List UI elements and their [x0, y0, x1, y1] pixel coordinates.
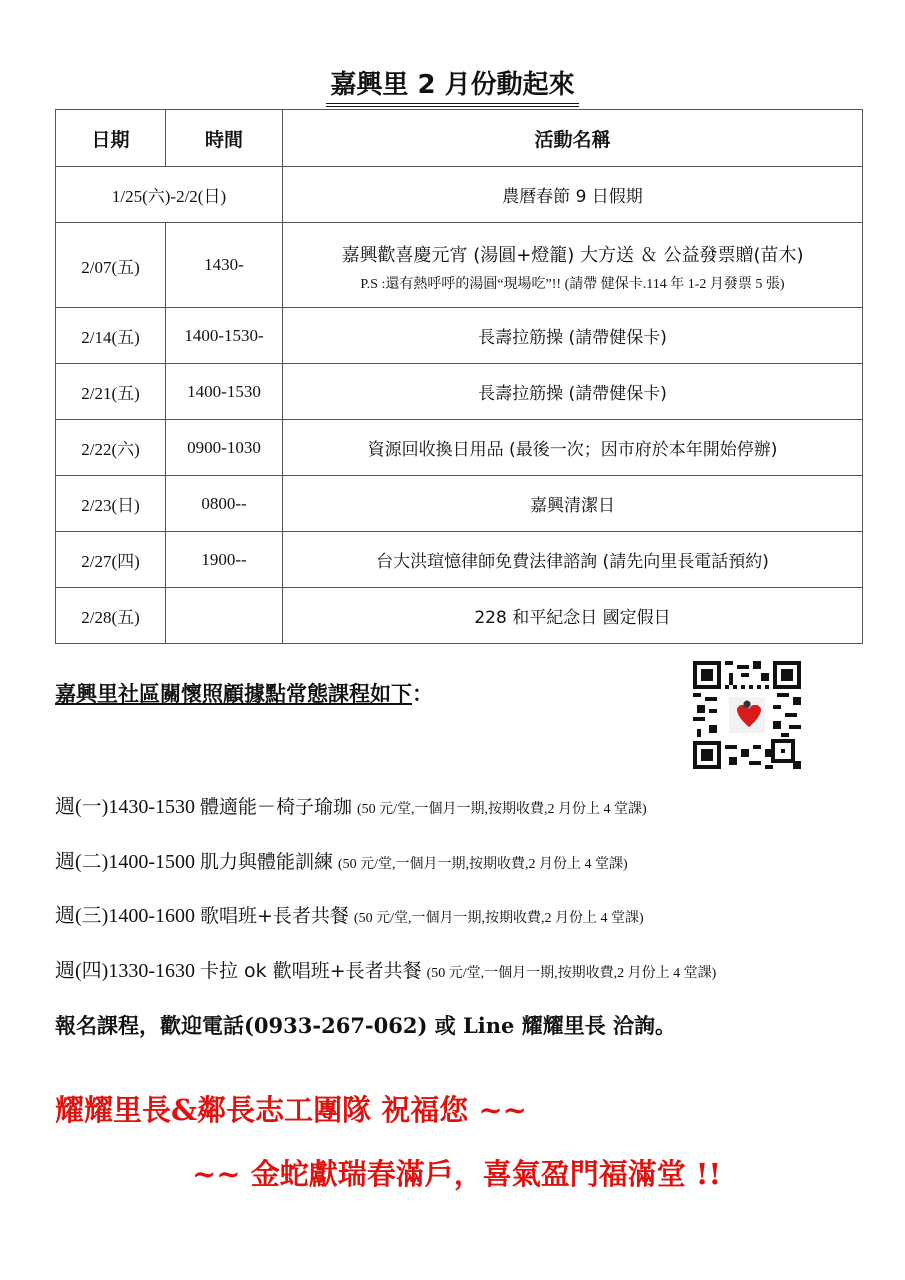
- row-time: 0800--: [166, 476, 283, 532]
- row-activity: 嘉興清潔日: [283, 476, 863, 532]
- header-date: 日期: [56, 110, 166, 167]
- course-note: (50 元/堂,一個月一期,按期收費,2 月份上 4 堂課): [353, 911, 644, 926]
- table-row: [56, 476, 863, 532]
- schedule-table: [55, 109, 863, 644]
- course-item: [55, 845, 628, 874]
- row-activity: 資源回收換日用品 (最後一次；因市府於本年開始停辦): [283, 420, 863, 476]
- course-time: 週(四)1330-1630: [55, 960, 195, 982]
- qr-code-icon[interactable]: [693, 661, 801, 769]
- course-name: 體適能－椅子瑜珈: [199, 796, 352, 818]
- table-row: [56, 588, 863, 644]
- row-date: 2/22(六): [56, 420, 166, 476]
- signup-contact: 報名課程，歡迎電話(0933-267-062) 或 Line 耀耀里長 洽詢。: [55, 1013, 677, 1038]
- row-date: 2/28(五): [56, 588, 166, 644]
- course-item: [55, 899, 644, 928]
- event-date: 2/07(五): [56, 223, 166, 308]
- course-item: [55, 954, 716, 983]
- page-title-text: 嘉興里 2 月份動起來: [326, 64, 578, 107]
- course-note: (50 元/堂,一個月一期,按期收費,2 月份上 4 堂課): [426, 966, 717, 981]
- event-activity-cell: [283, 223, 863, 308]
- table-row: [56, 308, 863, 364]
- course-name: 肌力與體能訓練: [199, 851, 333, 873]
- event-activity: 嘉興歡喜慶元宵 (湯圓+燈籠) 大方送 ＆ 公益發票贈(苗木): [341, 245, 804, 266]
- row-date: 2/14(五): [56, 308, 166, 364]
- page-title: [0, 64, 905, 107]
- table-row: [56, 532, 863, 588]
- row-time: 1400-1530: [166, 364, 283, 420]
- course-note: (50 元/堂,一個月一期,按期收費,2 月份上 4 堂課): [357, 802, 647, 817]
- row-activity: 228 和平紀念日 國定假日: [283, 588, 863, 644]
- courses-heading-text: 嘉興里社區關懷照顧據點常態課程如下: [55, 681, 412, 706]
- holiday-date: 1/25(六)-2/2(日): [56, 167, 283, 223]
- row-time: 1400-1530-: [166, 308, 283, 364]
- course-name: 卡拉 ok 歡唱班+長者共餐: [199, 960, 422, 982]
- header-activity: 活動名稱: [283, 110, 863, 167]
- course-time: 週(三)1400-1600: [55, 905, 195, 927]
- course-name: 歌唱班+長者共餐: [199, 905, 349, 927]
- courses-heading: [55, 678, 433, 708]
- blessing-line-2: ~~ 金蛇獻瑞春滿戶，喜氣盈門福滿堂 !!: [192, 1157, 722, 1191]
- course-time: 週(一)1430-1530: [55, 796, 195, 818]
- blessing-line-1: 耀耀里長&鄰長志工團隊 祝福您 ~~: [55, 1093, 527, 1127]
- course-time: 週(二)1400-1500: [55, 851, 195, 873]
- row-time: [166, 588, 283, 644]
- event-note: P.S :還有熱呼呼的湯圓“現場吃”!! (請帶 健保卡.114 年 1-2 月發票 5 張): [360, 277, 785, 292]
- row-date: 2/23(日): [56, 476, 166, 532]
- row-time: 0900-1030: [166, 420, 283, 476]
- course-item: [55, 790, 647, 819]
- course-note: (50 元/堂,一個月一期,按期收費,2 月份上 4 堂課): [338, 857, 628, 872]
- holiday-activity: 農曆春節 9 日假期: [283, 167, 863, 223]
- table-header-row: [56, 110, 863, 167]
- event-time: 1430-: [166, 223, 283, 308]
- table-row-holiday: [56, 167, 863, 223]
- row-date: 2/27(四): [56, 532, 166, 588]
- courses-heading-colon: ：: [412, 681, 433, 706]
- table-row-event: [56, 223, 863, 308]
- row-time: 1900--: [166, 532, 283, 588]
- table-row: [56, 364, 863, 420]
- row-activity: 台大洪瑄憶律師免費法律諮詢 (請先向里長電話預約): [283, 532, 863, 588]
- table-row: [56, 420, 863, 476]
- row-activity: 長壽拉筋操 (請帶健保卡): [283, 364, 863, 420]
- header-time: 時間: [166, 110, 283, 167]
- row-date: 2/21(五): [56, 364, 166, 420]
- row-activity: 長壽拉筋操 (請帶健保卡): [283, 308, 863, 364]
